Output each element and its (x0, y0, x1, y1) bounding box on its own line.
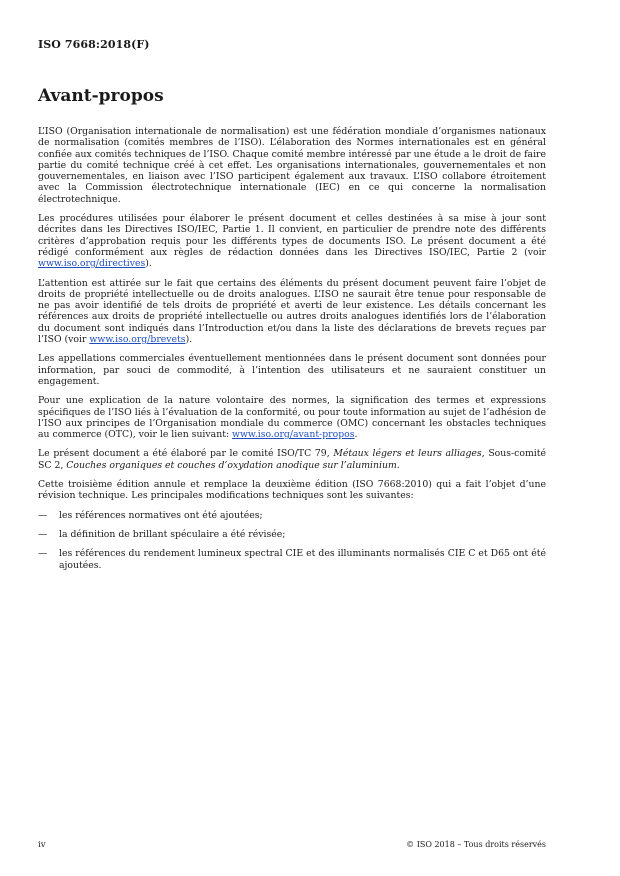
paragraph-procedures (38, 213, 546, 269)
foreword-link[interactable]: www.iso.org/avant-propos (232, 429, 355, 441)
list-item (38, 548, 546, 571)
dash-bullet: — (38, 548, 48, 560)
paragraph-text: Le présent document a été élaboré par le comité ISO/TC 79, (38, 448, 334, 460)
document-body (38, 126, 546, 579)
list-item-text: les références du rendement lumineux spectral CIE et des illuminants normalisés CIE C et D65 ont été ajoutées. (59, 548, 546, 571)
paragraph-edition: Cette troisième édition annule et remplace la deuxième édition (ISO 7668:2010) qui a fait l’objet d’une révision technique. Les principales modifications techniques sont les suivantes: (38, 479, 546, 502)
paragraph-text: Pour une explication de la nature volontaire des normes, la signification des termes et expressions spécifiques de l’ISO liés à l’évaluation de la conformité, ou pour toute information au sujet de l’adhésion de l’ISO aux principes de l’Organisation mondiale du commerce (OMC) concernant les obstacles techniques au commerce (OTC), voir le lien suivant: (38, 395, 546, 441)
paragraph-text-end: . (396, 459, 400, 471)
paragraph-text-end: . (354, 429, 358, 441)
list-item (38, 529, 546, 540)
dash-bullet: — (38, 528, 48, 540)
subcommittee-title: Couches organiques et couches d’oxydation anodique sur l’aluminium (66, 459, 397, 471)
document-id: ISO 7668:2018(F) (38, 38, 150, 51)
list-item-text: les références normatives ont été ajoutées; (59, 509, 263, 521)
copyright-notice: © ISO 2018 – Tous droits réservés (406, 840, 546, 849)
paragraph-text: , Sous-comité SC 2, (38, 448, 547, 471)
paragraph-text: Les procédures utilisées pour élaborer le présent document et celles destinées à sa mise à jour sont décrites dans les Directives ISO/IEC, Partie 1. Il convient, en particulier de prendre note des différents critères d’approbation requis pour les différents types de documents ISO. Le présent document a été rédigé conformément aux règles de rédaction données dans les Directives ISO/IEC, Partie 2 (voir (38, 213, 546, 258)
page-number: iv (38, 840, 46, 850)
paragraph-committee (38, 448, 546, 471)
paragraph-voluntary-standards (38, 395, 546, 440)
paragraph-text-end: ). (145, 258, 152, 270)
paragraph-trade-names: Les appellations commerciales éventuellement mentionnées dans le présent document sont données pour information, par souci de commodité, à l’intention des utilisateurs et ne sauraient constituer un engagement. (38, 353, 546, 387)
paragraph-iso-intro: L’ISO (Organisation internationale de normalisation) est une fédération mondiale d’organismes nationaux de normalisation (comités membres de l’ISO). L’élaboration des Normes internationales est en général confiée aux comités techniques de l’ISO. Chaque comité membre intéressé par une étude a le droit de faire partie du comité technique créé à cet effet. Les organisations internationales, gouvernementales et non gouvernementales, en liaison avec l’ISO participent également aux travaux. L’ISO collabore étroitement avec la Commission électrotechnique internationale (IEC) en ce qui concerne la normalisation électrotechnique. (38, 126, 546, 205)
dash-bullet: — (38, 509, 48, 521)
list-item (38, 510, 546, 521)
paragraph-patents (38, 278, 546, 346)
paragraph-text-end: ). (185, 334, 193, 346)
committee-title: Métaux légers et leurs alliages (333, 448, 482, 460)
list-item-text: la définition de brillant spéculaire a été révisée; (59, 528, 286, 540)
patents-link[interactable]: www.iso.org/brevets (89, 334, 186, 346)
page-title: Avant-propos (38, 86, 164, 106)
directives-link[interactable]: www.iso.org/directives (38, 258, 146, 270)
paragraph-text: L’attention est attirée sur le fait que certains des éléments du présent document peuvent faire l’objet de droits de propriété intellectuelle ou de droits analogues. L’ISO ne saurait être tenue pour responsable de ne pas avoir identifié de tels droits de propriété et averti de leur existence. Les détails concernant les références aux droits de propriété intellectuelle ou autres droits analogues identifiés lors de l’élaboration du document sont indiqués dans l’Introduction et/ou dans la liste des déclarations de brevets reçues par l’ISO (voir (38, 277, 546, 346)
